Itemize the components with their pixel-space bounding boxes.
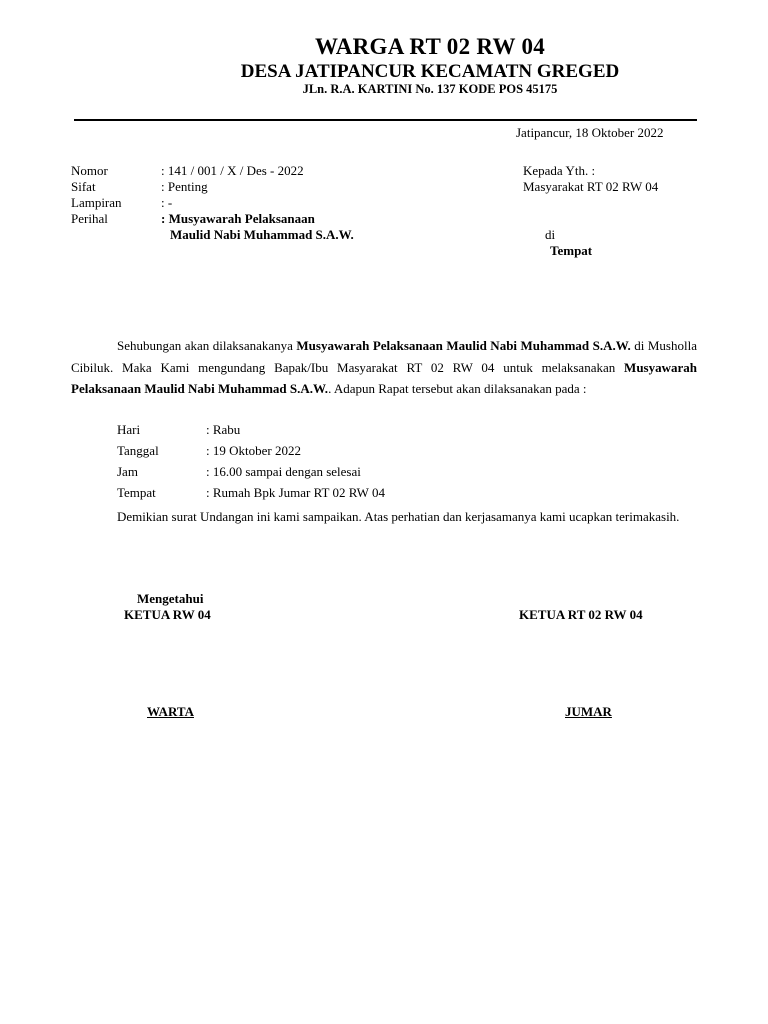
recipient-place: Tempat [550,243,593,258]
body-text-1: Sehubungan akan dilaksanakanya [117,338,297,353]
letterhead-divider [74,119,697,121]
schedule-time-label: Jam [117,464,138,479]
recipient-di: di [545,227,556,242]
nomor-label: Nomor [71,163,108,178]
body-event-name-1: Musyawarah Pelaksanaan Maulid Nabi Muhammad S.A.W. [296,338,631,353]
body-paragraph [71,335,697,400]
schedule-date-label: Tanggal [117,443,159,458]
schedule-date-value: : 19 Oktober 2022 [206,443,301,458]
body-text-3: . Adapun Rapat tersebut akan dilaksanakan pada : [328,381,587,396]
body-text-2: di Musholla Cibiluk. Maka Kami mengundang Bapak/Ibu Masyarakat RT 02 RW 04 untuk melaksanakan [71,338,697,375]
signature-right-name: JUMAR [565,704,612,719]
recipient-greeting: Kepada Yth. : [523,163,596,178]
letterhead-subtitle: DESA JATIPANCUR KECAMATN GREGED [240,61,620,82]
letterhead-title: WARGA RT 02 RW 04 [314,34,546,59]
signature-left-heading: Mengetahui [137,591,204,606]
letter-date: Jatipancur, 18 Oktober 2022 [516,125,664,140]
recipient-name: Masyarakat RT 02 RW 04 [523,179,659,194]
signature-left-title: KETUA RW 04 [124,607,211,622]
schedule-place-value: : Rumah Bpk Jumar RT 02 RW 04 [206,485,385,500]
schedule-day-label: Hari [117,422,141,437]
schedule-time-value: : 16.00 sampai dengan selesai [206,464,361,479]
sifat-label: Sifat [71,179,96,194]
lampiran-label: Lampiran [71,195,122,210]
perihal-label: Perihal [71,211,108,226]
signature-left-name: WARTA [147,704,194,719]
body-event-name-2: Musyawarah Pelaksanaan Maulid Nabi Muhammad S.A.W. [71,359,697,396]
schedule-place-label: Tempat [117,485,156,500]
lampiran-value: : - [161,195,173,210]
nomor-value: : 141 / 001 / X / Des - 2022 [161,163,304,178]
signature-right-title: KETUA RT 02 RW 04 [519,607,643,622]
schedule-day-value: : Rabu [206,422,241,437]
perihal-value-line2: Maulid Nabi Muhammad S.A.W. [170,227,354,242]
closing-text: Demikian surat Undangan ini kami sampaikan. Atas perhatian dan kerjasamanya kami ucapkan terimakasih. [117,509,680,524]
letterhead-address: JLn. R.A. KARTINI No. 137 KODE POS 45175 [302,82,558,96]
perihal-value-line1: : Musyawarah Pelaksanaan [161,211,315,226]
closing-paragraph [71,506,697,528]
sifat-value: : Penting [161,179,208,194]
